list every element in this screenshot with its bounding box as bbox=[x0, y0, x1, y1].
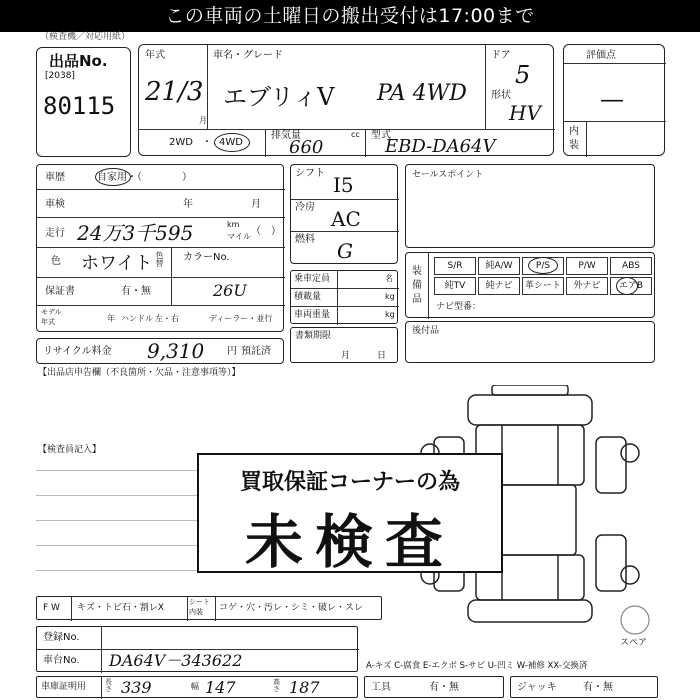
equip-pw: P/W bbox=[566, 257, 608, 275]
body-shape-value: HV bbox=[509, 101, 541, 125]
aftermarket-label: 後付品 bbox=[412, 326, 440, 336]
equip-alloy: 純A/W bbox=[478, 257, 520, 275]
docs-deadline-month: 月 bbox=[341, 351, 351, 361]
displacement-unit: cc bbox=[351, 130, 360, 139]
color-label: 色 bbox=[51, 256, 61, 267]
year-label: 年式 bbox=[145, 50, 165, 61]
cert-length-value: 339 bbox=[121, 678, 152, 697]
weight-unit: kg bbox=[385, 310, 395, 319]
vehicle-main-box bbox=[138, 44, 554, 156]
equipment-label-3: 品 bbox=[412, 294, 422, 305]
tools-label: 工具 bbox=[371, 682, 391, 693]
equip-leather: 革シート bbox=[522, 277, 564, 295]
jack-options: 有・無 bbox=[583, 682, 613, 693]
spare-label: スペア bbox=[620, 638, 648, 648]
seller-notes-label: 【出品店申告欄（不良箇所・欠品・注意事項等）】 bbox=[38, 368, 241, 378]
recycle-label: リサイクル料金 bbox=[43, 346, 112, 357]
equip-tv: 純TV bbox=[434, 277, 476, 295]
equipment-label-2: 備 bbox=[412, 280, 422, 291]
displacement-value: 660 bbox=[289, 137, 324, 158]
interior-label-2: 装 bbox=[569, 140, 579, 151]
equip-ext-navi: 外ナビ bbox=[566, 277, 608, 295]
cert-width-value: 147 bbox=[205, 678, 236, 697]
model-year-label-1: モデル bbox=[41, 308, 62, 316]
model-year-dealer: ディーラー・並行 bbox=[209, 314, 273, 323]
score-value: — bbox=[600, 85, 624, 113]
weight-label: 車両重量 bbox=[294, 310, 331, 320]
sales-points-box bbox=[405, 164, 655, 248]
aircon-value: AC bbox=[331, 207, 361, 231]
shift-value: I5 bbox=[333, 173, 354, 197]
lot-number: 80115 bbox=[43, 92, 116, 120]
shift-box bbox=[290, 164, 398, 264]
equip-airbag: エアB bbox=[610, 277, 652, 295]
drive-4wd: 4WD bbox=[219, 137, 243, 148]
history-private-circle bbox=[95, 168, 131, 186]
seat-label-2: 内装 bbox=[189, 608, 203, 616]
inspection-year: 年 bbox=[183, 199, 193, 210]
cert-width-label: 幅 bbox=[191, 682, 199, 691]
recycle-unit: 円 bbox=[227, 346, 237, 357]
docs-deadline-day: 日 bbox=[377, 351, 387, 361]
vehicle-detail-box bbox=[36, 164, 284, 332]
drive-4wd-circle bbox=[214, 133, 250, 152]
jack-label: ジャッキ bbox=[517, 682, 557, 693]
recycle-box bbox=[36, 338, 284, 364]
score-label: 評価点 bbox=[586, 50, 616, 61]
year-value: 21/3 bbox=[145, 77, 204, 107]
model-code-label: 型式 bbox=[371, 130, 391, 141]
tools-box bbox=[364, 676, 504, 698]
cert-height-label: 高さ bbox=[273, 678, 280, 693]
damage-code-row bbox=[36, 596, 382, 620]
color-no-label: カラーNo. bbox=[183, 252, 230, 263]
spare-tire-icon bbox=[618, 603, 652, 637]
fuel-value: G bbox=[337, 239, 353, 263]
model-year-year: 年 bbox=[107, 314, 115, 323]
warranty-label: 保証書 bbox=[45, 286, 75, 297]
color-value: ホワイト bbox=[81, 253, 153, 274]
cert-height-value: 187 bbox=[289, 678, 320, 697]
shift-label: シフト bbox=[295, 168, 325, 179]
warranty-options: 有・無 bbox=[121, 286, 151, 297]
mileage-label: 走行 bbox=[45, 228, 65, 239]
body-shape-label: 形状 bbox=[491, 90, 511, 101]
chassis-label: 車台No. bbox=[43, 655, 80, 666]
lot-small-code: [2038] bbox=[45, 71, 75, 81]
equip-navi: 純ナビ bbox=[478, 277, 520, 295]
capacity-label: 乗車定員 bbox=[294, 274, 331, 284]
doors-label: ドア bbox=[491, 50, 511, 61]
aftermarket-box bbox=[405, 321, 655, 363]
saturday-pickup-banner: この車両の土曜日の搬出受付は17:00まで bbox=[0, 0, 700, 32]
model-label: 車名・グレード bbox=[213, 50, 283, 61]
lot-label: 出品No. bbox=[49, 52, 108, 70]
cert-length-label: 長さ bbox=[105, 678, 112, 693]
registration-box bbox=[36, 626, 358, 672]
drive-2wd: 2WD bbox=[169, 137, 193, 148]
not-inspected-stamp bbox=[197, 453, 503, 576]
model-code-value: EBD-DA64V bbox=[385, 136, 496, 157]
fuel-label: 燃料 bbox=[295, 234, 315, 245]
model-year-handle: ハンドル bbox=[121, 314, 153, 323]
color-change-label: 色替 bbox=[155, 251, 164, 267]
aircon-label: 冷房 bbox=[295, 202, 315, 213]
history-options: 自家用・（ ） bbox=[97, 172, 192, 183]
equip-abs: ABS bbox=[610, 257, 652, 275]
navi-model-label: ナビ型番： bbox=[436, 302, 482, 312]
seat-codes: コゲ・穴・汚レ・シミ・破レ・スレ bbox=[219, 603, 364, 613]
seat-label-1: シート bbox=[189, 598, 210, 606]
docs-deadline-label: 書類期限 bbox=[295, 331, 332, 341]
mileage-value: 24万3千595 bbox=[77, 221, 194, 245]
lot-number-box bbox=[36, 47, 131, 157]
equip-ps-circle bbox=[528, 257, 558, 274]
mileage-unit-mile: マイル bbox=[227, 232, 251, 241]
model-year-label-2: 年式 bbox=[41, 318, 55, 326]
capacity-unit: 名 bbox=[385, 274, 393, 283]
mileage-unit-km: km bbox=[227, 220, 240, 229]
displacement-label: 排気量 bbox=[271, 130, 301, 141]
interior-label-1: 内 bbox=[569, 126, 579, 137]
recycle-value: 9,310 bbox=[147, 339, 205, 363]
cert-label: 車庫証明用 bbox=[41, 682, 87, 692]
chassis-value: DA64V－343622 bbox=[109, 651, 243, 670]
model-year-lr: 左・右 bbox=[155, 314, 179, 323]
recycle-note: 預託済 bbox=[241, 346, 271, 357]
equip-airbag-circle bbox=[616, 277, 638, 295]
inspection-label: 車検 bbox=[45, 199, 65, 210]
equip-ps: P/S bbox=[522, 257, 564, 275]
stamp-guarantee-text: 買取保証コーナーの為 bbox=[239, 470, 460, 495]
sales-points-label: セールスポイント bbox=[412, 170, 484, 180]
stamp-main-text: 未検査 bbox=[244, 508, 455, 576]
fw-label: F W bbox=[43, 603, 60, 613]
color-no-value: 26U bbox=[213, 281, 247, 300]
model-grade: PA 4WD bbox=[377, 81, 467, 106]
jack-box bbox=[510, 676, 658, 698]
history-label: 車歴 bbox=[45, 172, 65, 183]
load-unit: kg bbox=[385, 292, 395, 301]
doors-value: 5 bbox=[515, 61, 531, 89]
score-box bbox=[563, 44, 665, 156]
load-label: 積載量 bbox=[294, 292, 322, 302]
registration-label: 登録No. bbox=[43, 632, 80, 643]
tools-options: 有・無 bbox=[429, 682, 459, 693]
year-month-suffix: 月 bbox=[199, 116, 207, 125]
model-name: エブリィV bbox=[223, 83, 335, 111]
inspector-notes-label: 【検査員記入】 bbox=[38, 445, 102, 455]
drive-dot: ・ bbox=[202, 137, 212, 148]
inspection-month: 月 bbox=[251, 199, 261, 210]
equipment-label-1: 装 bbox=[412, 266, 422, 277]
mileage-paren: （ ） bbox=[251, 226, 281, 237]
fw-codes: キズ・トビ石・割レX bbox=[77, 603, 164, 613]
garage-cert-box bbox=[36, 676, 358, 698]
equip-sr: S/R bbox=[434, 257, 476, 275]
equipment-box bbox=[405, 252, 655, 318]
header-partial-text: （検査機／対応用紙） bbox=[40, 32, 131, 42]
capacity-box bbox=[290, 270, 398, 324]
docs-deadline-box bbox=[290, 327, 398, 363]
damage-legend: A-キズ C-腐食 E-エクボ S-サビ U-凹ミ W-補修 XX-交換済 bbox=[366, 661, 588, 671]
